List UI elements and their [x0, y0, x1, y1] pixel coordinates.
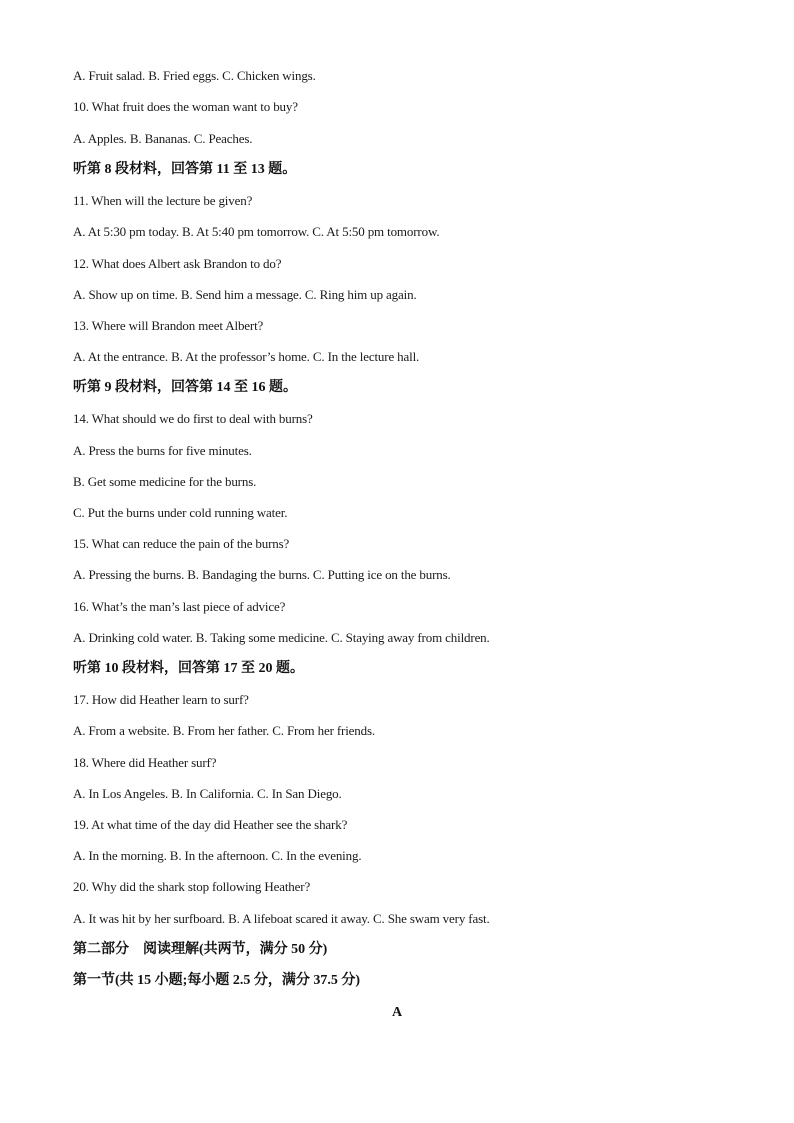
- section-heading-passage-9: 听第 9 段材料，回答第 14 至 16 题。: [73, 380, 297, 395]
- q14-question: 14. What should we do first to deal with burns?: [73, 411, 313, 426]
- section-one-heading: 第一节(共 15 小题;每小题 2.5 分，满分 37.5 分): [73, 973, 360, 988]
- section-heading-passage-10: 听第 10 段材料，回答第 17 至 20 题。: [73, 661, 304, 676]
- q12-question: 12. What does Albert ask Brandon to do?: [73, 256, 282, 271]
- q11-options: A. At 5:30 pm today. B. At 5:40 pm tomorrow. C. At 5:50 pm tomorrow.: [73, 224, 440, 239]
- q18-options: A. In Los Angeles. B. In California. C. In San Diego.: [73, 786, 342, 801]
- q17-question: 17. How did Heather learn to surf?: [73, 692, 249, 707]
- q20-options: A. It was hit by her surfboard. B. A lifeboat scared it away. C. She swam very fast.: [73, 911, 490, 926]
- q11-question: 11. When will the lecture be given?: [73, 193, 253, 208]
- q14-option-c: C. Put the burns under cold running water.: [73, 505, 288, 520]
- q15-question: 15. What can reduce the pain of the burns?: [73, 536, 290, 551]
- q16-question: 16. What’s the man’s last piece of advice?: [73, 599, 286, 614]
- q15-options: A. Pressing the burns. B. Bandaging the burns. C. Putting ice on the burns.: [73, 567, 451, 582]
- q19-options: A. In the morning. B. In the afternoon. C. In the evening.: [73, 848, 362, 863]
- passage-a-heading: A: [391, 1005, 403, 1020]
- q10-question: 10. What fruit does the woman want to buy?: [73, 99, 298, 114]
- q16-options: A. Drinking cold water. B. Taking some medicine. C. Staying away from children.: [73, 630, 490, 645]
- q10-options: A. Apples. B. Bananas. C. Peaches.: [73, 131, 253, 146]
- q13-options: A. At the entrance. B. At the professor’s home. C. In the lecture hall.: [73, 349, 420, 364]
- q19-question: 19. At what time of the day did Heather see the shark?: [73, 817, 348, 832]
- q14-option-a: A. Press the burns for five minutes.: [73, 443, 252, 458]
- section-heading-passage-8: 听第 8 段材料，回答第 11 至 13 题。: [73, 162, 297, 177]
- q17-options: A. From a website. B. From her father. C. From her friends.: [73, 723, 376, 738]
- q14-option-b: B. Get some medicine for the burns.: [73, 474, 257, 489]
- q20-question: 20. Why did the shark stop following Heather?: [73, 879, 311, 894]
- q9-options: A. Fruit salad. B. Fried eggs. C. Chicken wings.: [73, 68, 316, 83]
- q13-question: 13. Where will Brandon meet Albert?: [73, 318, 264, 333]
- q18-question: 18. Where did Heather surf?: [73, 755, 217, 770]
- part-two-heading: 第二部分 阅读理解(共两节，满分 50 分): [73, 942, 328, 957]
- q12-options: A. Show up on time. B. Send him a message. C. Ring him up again.: [73, 287, 417, 302]
